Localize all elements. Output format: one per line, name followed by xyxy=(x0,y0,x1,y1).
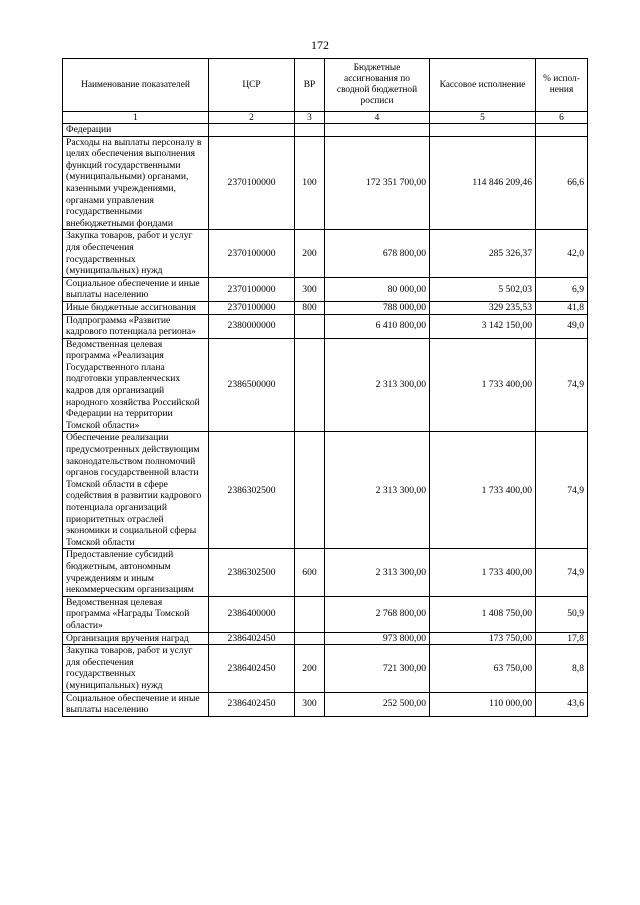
table-row xyxy=(63,596,588,632)
row-csr: 2370100000 xyxy=(209,230,295,277)
column-number: 3 xyxy=(295,112,325,124)
row-csr: 2386500000 xyxy=(209,338,295,432)
row-budget: 80 000,00 xyxy=(325,277,430,301)
table-row xyxy=(63,338,588,432)
row-name: Закупка товаров, работ и услуг для обеспечения государственных (муниципальных) нужд xyxy=(63,230,209,277)
row-name: Социальное обеспечение и иные выплаты населению xyxy=(63,692,209,716)
row-percent: 41,8 xyxy=(536,301,588,314)
table-row xyxy=(63,432,588,549)
row-percent: 8,8 xyxy=(536,645,588,692)
row-cash: 173 750,00 xyxy=(430,632,536,645)
row-name: Расходы на выплаты персоналу в целях обеспечения выполнения функций государственными (муниципальными) органами, казенными учреждениями, органами управления государственными внебюджетными фондами xyxy=(63,136,209,230)
row-percent: 74,9 xyxy=(536,338,588,432)
row-csr: 2370100000 xyxy=(209,136,295,230)
row-cash: 5 502,03 xyxy=(430,277,536,301)
row-budget: 721 300,00 xyxy=(325,645,430,692)
row-name: Организация вручения наград xyxy=(63,632,209,645)
row-cash: 285 326,37 xyxy=(430,230,536,277)
row-vr xyxy=(295,124,325,137)
row-cash: 1 733 400,00 xyxy=(430,338,536,432)
row-budget: 2 768 800,00 xyxy=(325,596,430,632)
row-csr: 2380000000 xyxy=(209,314,295,338)
header-csr: ЦСР xyxy=(209,59,295,112)
column-number: 6 xyxy=(536,112,588,124)
table-row xyxy=(63,301,588,314)
row-budget: 2 313 300,00 xyxy=(325,338,430,432)
row-name: Обеспечение реализации предусмотренных действующим законодательством полномочий органов государственной власти Томской области в сфере содействия в развитии кадрового потенциала организаций приоритетных отраслей экономики и социальной сферы Томской области xyxy=(63,432,209,549)
table-header-row xyxy=(63,59,588,112)
row-vr: 300 xyxy=(295,692,325,716)
row-budget: 678 800,00 xyxy=(325,230,430,277)
row-vr: 200 xyxy=(295,645,325,692)
row-cash: 110 000,00 xyxy=(430,692,536,716)
row-percent: 74,9 xyxy=(536,432,588,549)
table-row xyxy=(63,645,588,692)
row-budget: 172 351 700,00 xyxy=(325,136,430,230)
row-name: Предоставление субсидий бюджетным, автономным учреждениям и иным некоммерческим организациям xyxy=(63,549,209,596)
row-name: Социальное обеспечение и иные выплаты населению xyxy=(63,277,209,301)
row-name: Ведомственная целевая программа «Награды Томской области» xyxy=(63,596,209,632)
row-vr xyxy=(295,632,325,645)
row-budget xyxy=(325,124,430,137)
row-cash: 329 235,53 xyxy=(430,301,536,314)
row-name: Иные бюджетные ассигнования xyxy=(63,301,209,314)
row-vr: 800 xyxy=(295,301,325,314)
row-cash: 1 408 750,00 xyxy=(430,596,536,632)
row-cash xyxy=(430,124,536,137)
row-csr: 2386302500 xyxy=(209,549,295,596)
row-csr: 2386402450 xyxy=(209,692,295,716)
row-csr: 2386302500 xyxy=(209,432,295,549)
header-indicator-name: Наименование показателей xyxy=(63,59,209,112)
row-budget: 973 800,00 xyxy=(325,632,430,645)
row-name: Подпрограмма «Развитие кадрового потенциала региона» xyxy=(63,314,209,338)
row-vr xyxy=(295,338,325,432)
row-name: Федерации xyxy=(63,124,209,137)
row-budget: 252 500,00 xyxy=(325,692,430,716)
table-row xyxy=(63,632,588,645)
table-row xyxy=(63,230,588,277)
row-percent: 6,9 xyxy=(536,277,588,301)
row-csr: 2386402450 xyxy=(209,632,295,645)
row-csr xyxy=(209,124,295,137)
header-budget-allocations: Бюджетные ассигнования по сводной бюджетной росписи xyxy=(325,59,430,112)
row-percent: 74,9 xyxy=(536,549,588,596)
budget-execution-table xyxy=(62,58,588,717)
row-vr: 200 xyxy=(295,230,325,277)
column-number: 4 xyxy=(325,112,430,124)
page-number: 172 xyxy=(311,38,329,52)
row-percent: 50,9 xyxy=(536,596,588,632)
column-number-row xyxy=(63,112,588,124)
row-csr: 2370100000 xyxy=(209,301,295,314)
row-name: Закупка товаров, работ и услуг для обеспечения государственных (муниципальных) нужд xyxy=(63,645,209,692)
row-vr xyxy=(295,432,325,549)
row-budget: 6 410 800,00 xyxy=(325,314,430,338)
header-execution-percent: % испол-нения xyxy=(536,59,588,112)
column-number: 1 xyxy=(63,112,209,124)
row-vr xyxy=(295,596,325,632)
row-vr xyxy=(295,314,325,338)
header-vr: ВР xyxy=(295,59,325,112)
header-cash-execution: Кассовое исполнение xyxy=(430,59,536,112)
row-vr: 600 xyxy=(295,549,325,596)
row-percent: 66,6 xyxy=(536,136,588,230)
table-row xyxy=(63,136,588,230)
row-vr: 100 xyxy=(295,136,325,230)
row-cash: 114 846 209,46 xyxy=(430,136,536,230)
row-name: Ведомственная целевая программа «Реализация Государственного плана подготовки управленческих кадров для организаций народного хозяйства Российской Федерации на территории Томской области» xyxy=(63,338,209,432)
column-number: 2 xyxy=(209,112,295,124)
column-number: 5 xyxy=(430,112,536,124)
row-budget: 788 000,00 xyxy=(325,301,430,314)
row-cash: 1 733 400,00 xyxy=(430,432,536,549)
row-budget: 2 313 300,00 xyxy=(325,432,430,549)
table-row xyxy=(63,692,588,716)
table-row xyxy=(63,124,588,137)
row-csr: 2386402450 xyxy=(209,645,295,692)
row-cash: 3 142 150,00 xyxy=(430,314,536,338)
row-percent: 17,8 xyxy=(536,632,588,645)
row-budget: 2 313 300,00 xyxy=(325,549,430,596)
row-percent: 42,0 xyxy=(536,230,588,277)
row-percent: 43,6 xyxy=(536,692,588,716)
row-percent: 49,0 xyxy=(536,314,588,338)
table-row xyxy=(63,277,588,301)
table-row xyxy=(63,549,588,596)
row-cash: 1 733 400,00 xyxy=(430,549,536,596)
row-percent xyxy=(536,124,588,137)
row-cash: 63 750,00 xyxy=(430,645,536,692)
row-csr: 2386400000 xyxy=(209,596,295,632)
table-row xyxy=(63,314,588,338)
row-vr: 300 xyxy=(295,277,325,301)
row-csr: 2370100000 xyxy=(209,277,295,301)
